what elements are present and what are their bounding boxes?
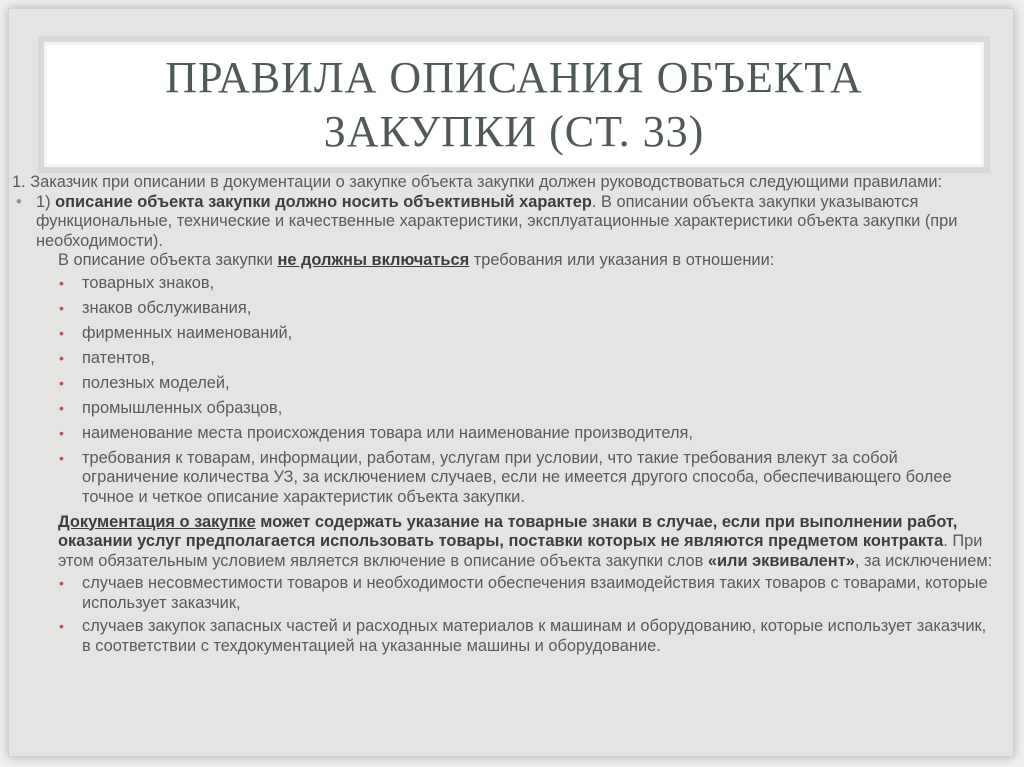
bullet-marker: • <box>16 192 22 211</box>
list-item-text: случаев несовместимости товаров и необходимости обеспечения взаимодействия таких товаров с товарами, которые использует заказчик, <box>82 574 988 612</box>
list-item-text: знаков обслуживания, <box>82 298 252 317</box>
list-item <box>12 399 998 419</box>
rule-1-prefix: 1) <box>36 192 56 211</box>
exclusion-underlined: не должны включаться <box>277 251 470 269</box>
title-frame <box>38 36 990 173</box>
exception-list <box>12 574 998 656</box>
bullet-icon: • <box>59 324 64 341</box>
list-item <box>12 449 998 508</box>
list-item <box>12 574 998 613</box>
rule-1-rest: . В описании объекта закупки указываются функциональные, технические и качественные характеристики, эксплуатационные характеристики объекта закупки (при необходимости). <box>36 192 958 250</box>
exclusion-paragraph <box>12 251 998 271</box>
bullet-icon: • <box>59 399 64 416</box>
bullet-icon: • <box>59 449 64 466</box>
list-item-text: патентов, <box>82 348 155 367</box>
title-panel <box>47 45 981 164</box>
bullet-icon: • <box>59 299 64 316</box>
documentation-normal: . При этом обязательным условием является включение в описание объекта закупки слов <box>58 532 983 570</box>
documentation-paragraph <box>12 513 998 572</box>
list-item <box>12 274 998 294</box>
documentation-bold: может содержать указание на товарные знаки в случае, если при выполнении работ, оказании услуг предполагается использовать товары, поставки которых не являются предметом контракта <box>58 512 958 550</box>
rule-1-paragraph <box>12 193 998 252</box>
equivalent-phrase: «или эквивалент» <box>707 551 855 570</box>
bullet-icon: • <box>59 374 64 391</box>
slide-body <box>12 173 998 660</box>
exclusion-prefix: В описание объекта закупки <box>58 251 278 269</box>
list-item <box>12 349 998 369</box>
exclusion-rest: требования или указания в отношении: <box>469 251 775 269</box>
list-item-text: фирменных наименований, <box>82 323 293 342</box>
documentation-underlined: Документация о закупке <box>58 512 256 531</box>
title-line-2: ЗАКУПКИ (СТ. 33) <box>323 106 705 156</box>
list-item <box>12 424 998 444</box>
bullet-icon: • <box>59 618 64 634</box>
documentation-tail: , за исключением: <box>854 551 993 570</box>
bullet-icon: • <box>59 575 64 591</box>
slide-title <box>165 51 862 159</box>
list-item <box>12 299 998 319</box>
list-item-text: промышленных образцов, <box>82 398 283 417</box>
list-item <box>12 324 998 344</box>
title-line-1: ПРАВИЛА ОПИСАНИЯ ОБЪЕКТА <box>165 52 863 102</box>
bullet-icon: • <box>59 349 64 366</box>
bullet-icon: • <box>59 274 64 291</box>
list-item-text: товарных знаков, <box>82 273 215 292</box>
rule-1-bold: описание объекта закупки должно носить объективный характер <box>55 192 592 211</box>
bullet-icon: • <box>59 424 64 441</box>
list-item <box>12 617 998 656</box>
list-item <box>12 374 998 394</box>
exclusion-list <box>12 274 998 508</box>
list-item-text: случаев закупок запасных частей и расходных материалов к машинам и оборудованию, которые использует заказчик, в соответствии с техдокументацией на указанные машины и оборудование. <box>82 617 987 655</box>
intro-paragraph: 1. Заказчик при описании в документации о закупке объекта закупки должен руководствоваться следующими правилами: <box>12 173 943 191</box>
list-item-text: полезных моделей, <box>82 373 230 392</box>
list-item-text: наименование места происхождения товара или наименование производителя, <box>82 423 693 442</box>
list-item-text: требования к товарам, информации, работам, услугам при условии, что такие требования влекут за собой ограничение количества УЗ, за исключением случаев, если не имеется другого способа, обеспечивающего более точное и четкое описание характеристик объекта закупки. <box>82 448 952 506</box>
